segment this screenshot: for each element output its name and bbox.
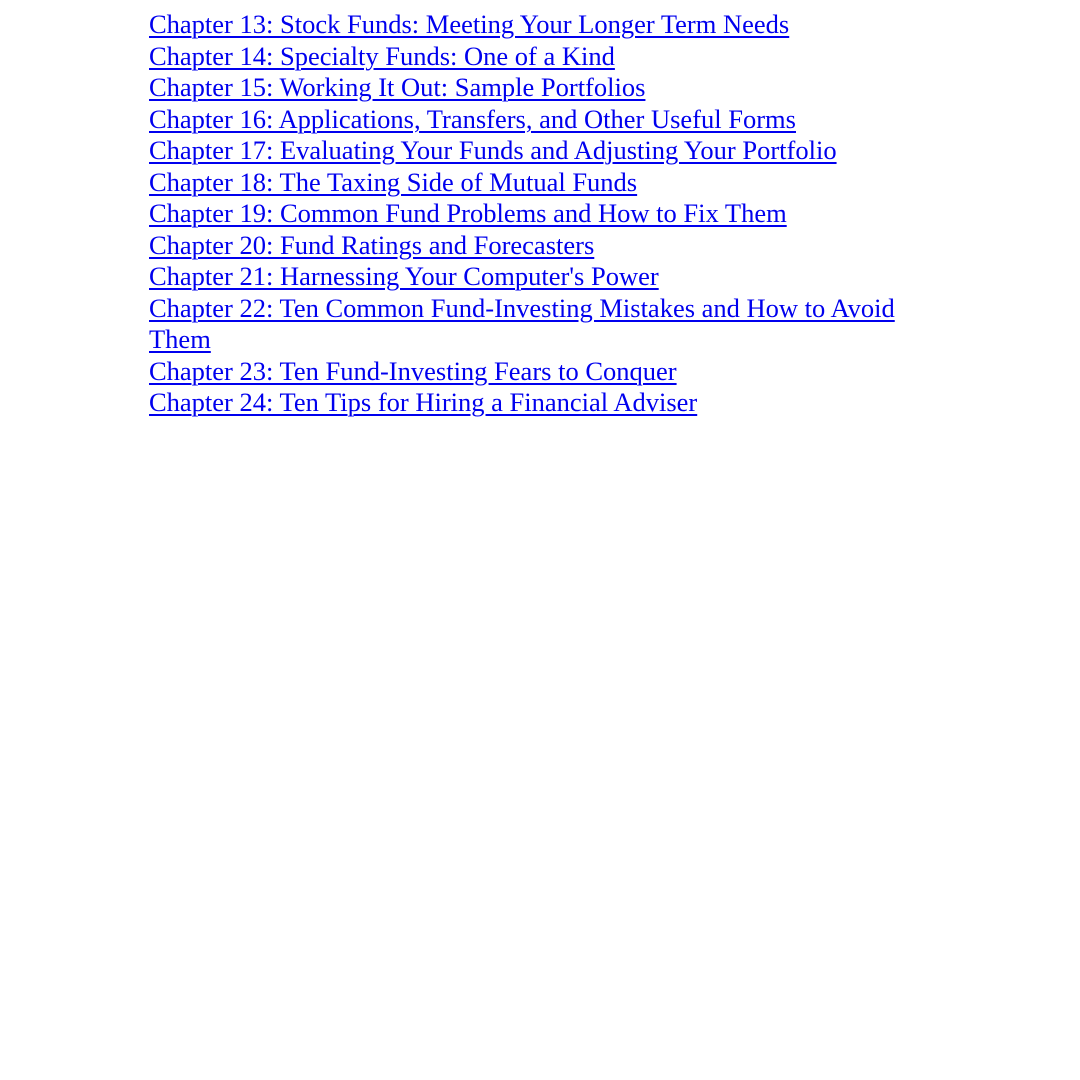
list-item: [149, 72, 949, 104]
list-item: [149, 293, 949, 356]
chapter-18-link[interactable]: Chapter 18: The Taxing Side of Mutual Funds: [149, 166, 638, 197]
chapter-23-link[interactable]: Chapter 23: Ten Fund-Investing Fears to Conquer: [149, 355, 677, 386]
list-item: [149, 135, 949, 167]
chapter-20-link[interactable]: Chapter 20: Fund Ratings and Forecasters: [149, 229, 595, 260]
chapter-16-link[interactable]: Chapter 16: Applications, Transfers, and Other Useful Forms: [149, 103, 796, 134]
chapter-14-link[interactable]: Chapter 14: Specialty Funds: One of a Kind: [149, 40, 615, 71]
chapter-13-link[interactable]: Chapter 13: Stock Funds: Meeting Your Longer Term Needs: [149, 9, 790, 39]
chapter-19-link[interactable]: Chapter 19: Common Fund Problems and How to Fix Them: [149, 198, 787, 228]
chapter-15-link[interactable]: Chapter 15: Working It Out: Sample Portfolios: [149, 72, 646, 102]
chapter-17-link[interactable]: Chapter 17: Evaluating Your Funds and Adjusting Your Portfolio: [149, 135, 837, 165]
list-item: [149, 104, 949, 136]
chapter-21-link[interactable]: Chapter 21: Harnessing Your Computer's Power: [149, 261, 659, 291]
list-item: [149, 41, 949, 73]
list-item: [149, 9, 949, 41]
list-item: [149, 387, 949, 419]
list-item: [149, 167, 949, 199]
list-item: [149, 230, 949, 262]
table-of-contents: [149, 9, 949, 419]
list-item: [149, 261, 949, 293]
chapter-24-link[interactable]: Chapter 24: Ten Tips for Hiring a Financial Adviser: [149, 387, 698, 417]
list-item: [149, 198, 949, 230]
chapter-22-link[interactable]: Chapter 22: Ten Common Fund-Investing Mistakes and How to Avoid Them: [149, 292, 895, 354]
list-item: [149, 356, 949, 388]
